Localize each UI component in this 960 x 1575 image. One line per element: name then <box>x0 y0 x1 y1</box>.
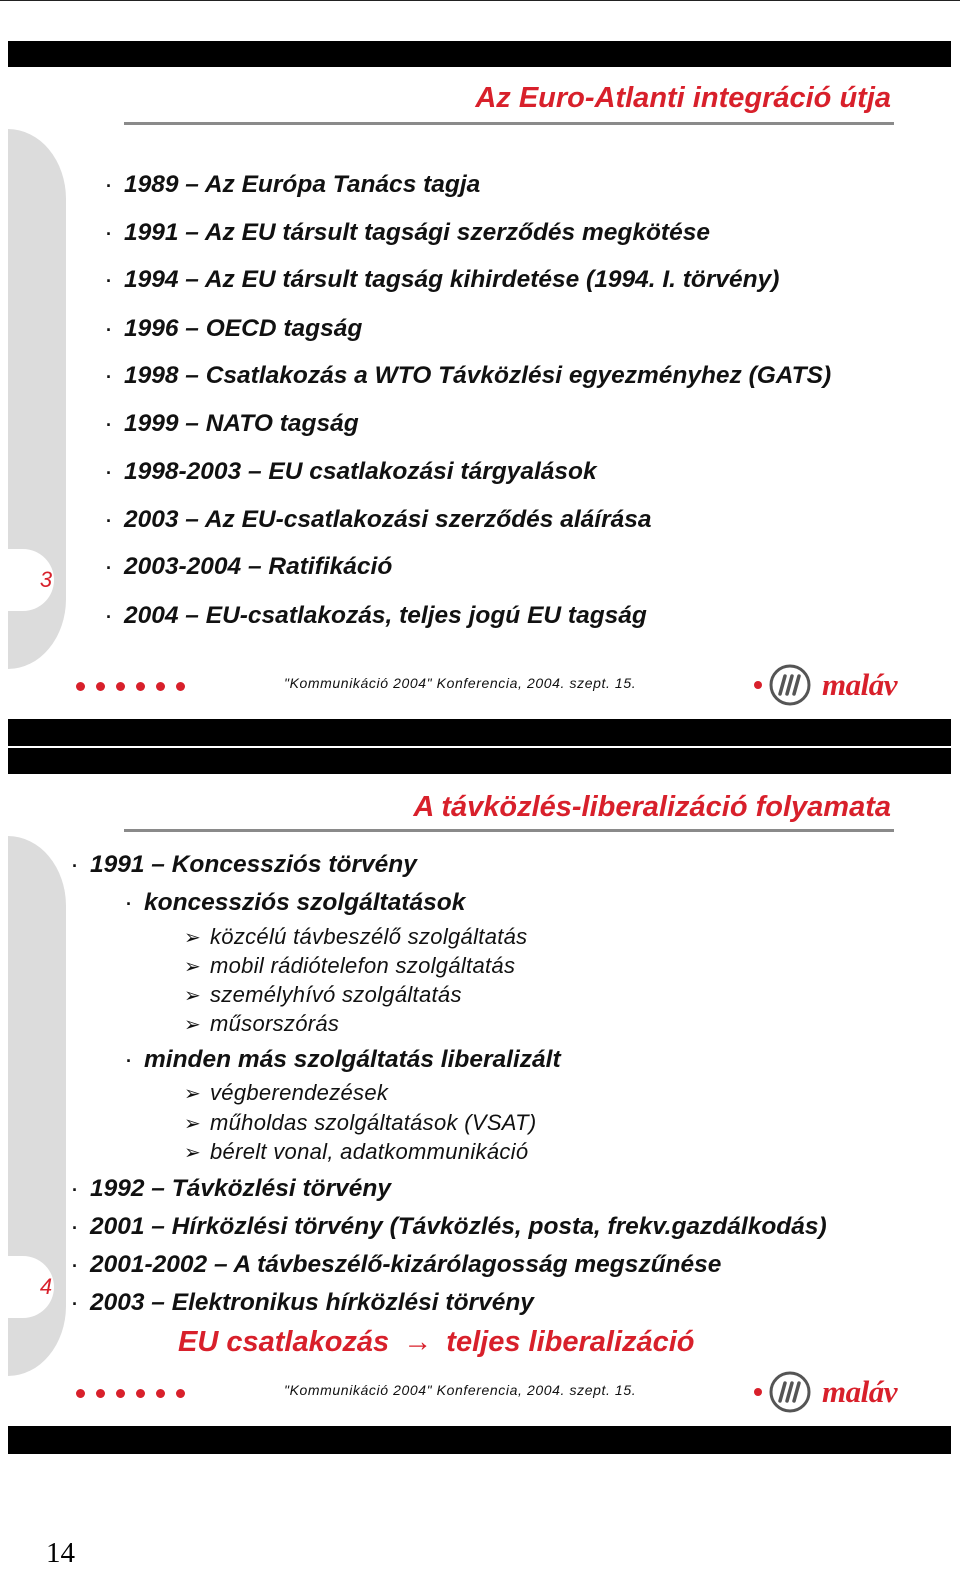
malev-logo-icon <box>768 663 812 707</box>
slide-3-top-bar <box>8 41 951 67</box>
bullet-item: · 1991 – Koncessziós törvény <box>72 851 417 878</box>
bullet-item: · 1999 – NATO tagság <box>106 410 359 437</box>
slide-3-bottom-bar <box>8 719 951 746</box>
bullet-item: · 1989 – Az Európa Tanács tagja <box>106 171 481 198</box>
bullet-item: · 1992 – Távközlési törvény <box>72 1175 391 1202</box>
footer-text: "Kommunikáció 2004" Konferencia, 2004. szept. 15. <box>284 675 637 691</box>
page-number: 14 <box>46 1537 75 1569</box>
slide-3 <box>8 67 951 719</box>
footer-dots <box>76 1389 185 1398</box>
malev-logo <box>754 1370 897 1414</box>
service-item: ➢ mobil rádiótelefon szolgáltatás <box>184 953 516 978</box>
title-underline <box>124 829 894 832</box>
bullet-item: · 1994 – Az EU társult tagság kihirdetése (1994. I. törvény) <box>106 266 780 293</box>
sub-bullet-heading: · minden más szolgáltatás liberalizált <box>126 1046 561 1073</box>
malev-logo <box>754 663 897 707</box>
arrow-right-icon: → <box>403 1326 433 1358</box>
slide-4 <box>8 774 951 1426</box>
slide-title: A távközlés-liberalizáció folyamata <box>413 791 891 823</box>
bullet-item: · 2003 – Elektronikus hírközlési törvény <box>72 1289 534 1316</box>
service-item: ➢ személyhívó szolgáltatás <box>184 982 462 1007</box>
service-item: ➢ végberendezések <box>184 1080 389 1105</box>
logo-wordmark: maláv <box>822 667 897 702</box>
bullet-item: · 2001 – Hírközlési törvény (Távközlés, posta, frekv.gazdálkodás) <box>72 1213 827 1240</box>
bullet-item: · 1998-2003 – EU csatlakozási tárgyalások <box>106 458 597 485</box>
conclusion-line <box>178 1326 695 1359</box>
slide-4-bottom-bar <box>8 1426 951 1454</box>
service-item: ➢ műsorszórás <box>184 1011 340 1036</box>
footer-dots <box>76 682 185 691</box>
slide-number: 3 <box>39 567 53 592</box>
logo-dot <box>754 681 762 689</box>
bullet-item: · 1998 – Csatlakozás a WTO Távközlési egyezményhez (GATS) <box>106 362 832 389</box>
bullet-item: · 1991 – Az EU társult tagsági szerződés megkötése <box>106 219 710 246</box>
bullet-item: · 2001-2002 – A távbeszélő-kizárólagosság megszűnése <box>72 1251 722 1278</box>
sub-bullet-heading: · koncessziós szolgáltatások <box>126 889 466 916</box>
bullet-item: · 2004 – EU-csatlakozás, teljes jogú EU tagság <box>106 602 647 629</box>
service-item: ➢ bérelt vonal, adatkommunikáció <box>184 1139 529 1164</box>
malev-logo-icon <box>768 1370 812 1414</box>
service-item: ➢ közcélú távbeszélő szolgáltatás <box>184 924 528 949</box>
bullet-item: · 1996 – OECD tagság <box>106 315 363 342</box>
conclusion-right: teljes liberalizáció <box>446 1326 695 1358</box>
conclusion-left: EU csatlakozás <box>178 1326 390 1358</box>
logo-wordmark: maláv <box>822 1374 897 1409</box>
bullet-item: · 2003 – Az EU-csatlakozási szerződés aláírása <box>106 506 652 533</box>
service-item: ➢ műholdas szolgáltatások (VSAT) <box>184 1110 537 1135</box>
top-rule <box>0 0 960 1</box>
slide-4-top-bar <box>8 748 951 774</box>
slide-number: 4 <box>39 1274 53 1299</box>
slide-title: Az Euro-Atlanti integráció útja <box>475 82 891 114</box>
title-underline <box>124 122 894 125</box>
logo-dot <box>754 1388 762 1396</box>
footer-text: "Kommunikáció 2004" Konferencia, 2004. szept. 15. <box>284 1382 637 1398</box>
bullet-item: · 2003-2004 – Ratifikáció <box>106 553 393 580</box>
